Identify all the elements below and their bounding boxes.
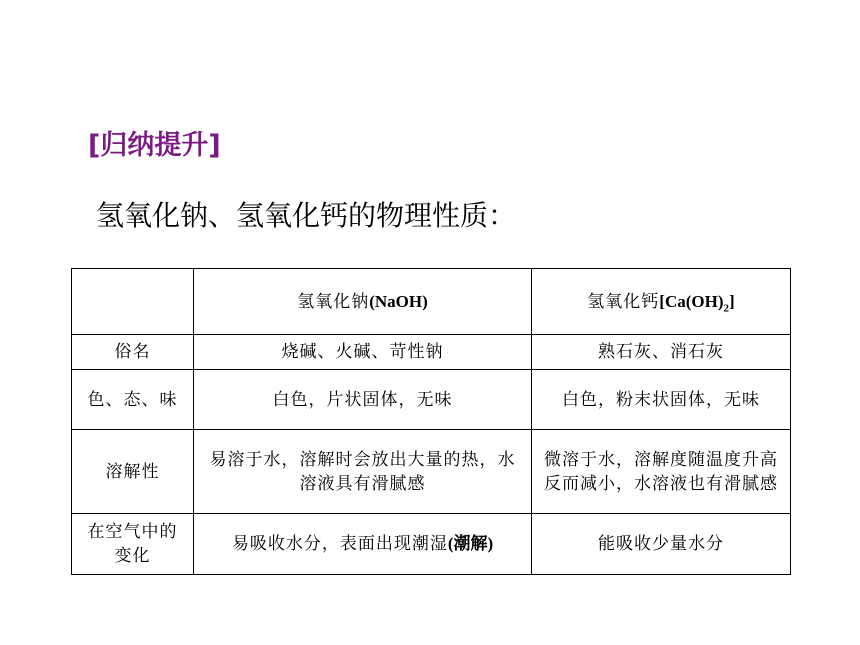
header-cell-caoh2: 氢氧化钙$[Ca(OH)_2]$	[532, 269, 791, 335]
row-label: 俗名	[72, 335, 194, 370]
cell-caoh2: 能吸收少量水分	[532, 514, 791, 575]
header-cell-empty	[72, 269, 194, 335]
cell-naoh: 易溶于水，溶解时会放出大量的热，水溶液具有滑腻感	[194, 430, 532, 514]
table-header-row	[72, 269, 791, 335]
row-label: 溶解性	[72, 430, 194, 514]
page-subtitle: 氢氧化钠、氢氧化钙的物理性质：	[96, 199, 517, 232]
table-row	[72, 335, 791, 370]
properties-table	[71, 268, 791, 575]
table-row	[72, 514, 791, 575]
cell-naoh: 易吸收水分，表面出现潮湿(潮解)	[194, 514, 532, 575]
cell-caoh2: 白色，粉末状固体，无味	[532, 370, 791, 430]
cell-caoh2: 微溶于水，溶解度随温度升高反而减小，水溶液也有滑腻感	[532, 430, 791, 514]
cell-naoh: 白色，片状固体，无味	[194, 370, 532, 430]
header-cell-naoh: 氢氧化钠(NaOH)	[194, 269, 532, 335]
table-row	[72, 430, 791, 514]
cell-naoh: 烧碱、火碱、苛性钠	[194, 335, 532, 370]
row-label: 色、态、味	[72, 370, 194, 430]
cell-caoh2: 熟石灰、消石灰	[532, 335, 791, 370]
table-row	[72, 370, 791, 430]
section-tag: [归纳提升]	[88, 130, 221, 161]
row-label: 在空气中的变化	[72, 514, 194, 575]
